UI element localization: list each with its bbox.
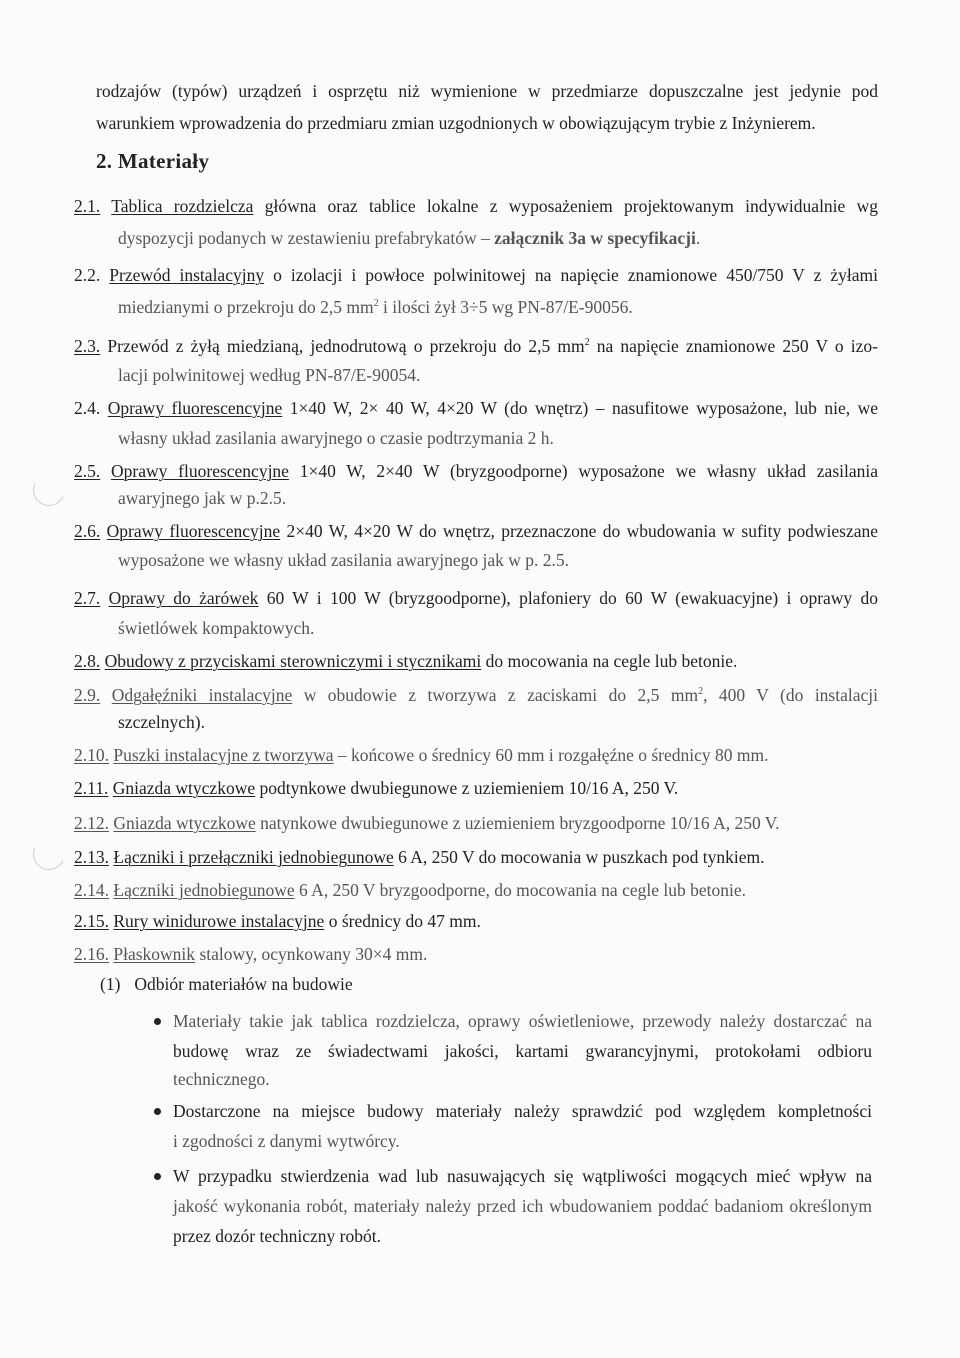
item-2-5-continuation: awaryjnego jak w p.2.5. — [118, 488, 287, 508]
item-2-9-continuation: szczelnych). — [118, 712, 205, 732]
item-2-3-continuation: lacji polwinitowej według PN-87/E-90054. — [118, 365, 421, 385]
item-2-16: 2.16. Płaskownik stalowy, ocynkowany 30×4 mm. — [74, 944, 428, 964]
item-2-2-continuation: miedzianymi o przekroju do 2,5 $mm^2$ i ilości żył 3÷5 wg PN-87/E-90056. — [118, 297, 633, 317]
item-2-10: 2.10. Puszki instalacyjne z tworzywa – końcowe o średnicy 60 mm i rozgałęźne o średnicy 80 mm. — [74, 745, 769, 765]
item-2-7: 2.7. Oprawy do żarówek 60 W i 100 W (bryzgoodporne), plafoniery do 60 W (ewakuacyjne) i oprawy do — [74, 588, 879, 608]
bullet-dot — [154, 1018, 161, 1025]
item-2-6-continuation: wyposażone we własny układ zasilania awaryjnego jak w p. 2.5. — [118, 550, 569, 570]
bullet-text-line: jakość wykonania robót, materiały należy przed ich wbudowaniem poddać badaniom określonym — [173, 1196, 872, 1216]
item-2-1: 2.1. Tablica rozdzielcza główna oraz tablice lokalne z wyposażeniem projektowanym indywidualnie wg — [74, 196, 878, 216]
bullet-text-line: W przypadku stwierdzenia wad lub nasuwających się wątpliwości mogących mieć wpływ na — [173, 1166, 872, 1186]
intro-line: warunkiem wprowadzenia do przedmiaru zmian uzgodnionych w obowiązującym trybie z Inżynierem. — [96, 113, 816, 133]
item-2-7-continuation: świetlówek kompaktowych. — [118, 618, 315, 638]
item-2-4: 2.4. Oprawy fluorescencyjne 1×40 W, 2× 40 W, 4×20 W (do wnętrz) – nasufitowe wyposażone, lub nie, we — [74, 398, 878, 418]
subsection-heading: (1) Odbiór materiałów na budowie — [100, 974, 353, 994]
item-2-12: 2.12. Gniazda wtyczkowe natynkowe dwubiegunowe z uziemieniem bryzgoodporne 10/16 A, 250 V. — [74, 813, 780, 833]
punch-hole-mark — [28, 833, 69, 874]
bullet-text-line: technicznego. — [173, 1069, 270, 1089]
item-2-5: 2.5. Oprawy fluorescencyjne 1×40 W, 2×40 W (bryzgoodporne) wyposażone we własny układ zasilania — [74, 461, 878, 481]
item-2-3: 2.3. Przewód z żyłą miedzianą, jednodrutową o przekroju do 2,5 $mm^2$ na napięcie znamionowe 250 V o izo- — [74, 336, 879, 356]
item-2-2: 2.2. Przewód instalacyjny o izolacji i powłoce polwinitowej na napięcie znamionowe 450/750 V z żyłami — [74, 265, 878, 285]
item-2-14: 2.14. Łączniki jednobiegunowe 6 A, 250 V bryzgoodporne, do mocowania na cegle lub betonie. — [74, 880, 746, 900]
bullet-text-line: i zgodności z danymi wytwórcy. — [173, 1131, 400, 1151]
bullet-text-line: Materiały takie jak tablica rozdzielcza, oprawy oświetleniowe, przewody należy dostarczać na — [173, 1011, 872, 1031]
section-heading: 2. Materiały — [96, 149, 210, 173]
intro-line: rodzajów (typów) urządzeń i osprzętu niż wymienione w przedmiarze dopuszczalne jest jedynie pod — [96, 81, 878, 101]
item-2-11: 2.11. Gniazda wtyczkowe podtynkowe dwubiegunowe z uziemieniem 10/16 A, 250 V. — [74, 778, 679, 798]
bullet-text-line: Dostarczone na miejsce budowy materiały należy sprawdzić pod względem kompletności — [173, 1101, 872, 1121]
bullet-text-line: przez dozór techniczny robót. — [173, 1226, 381, 1246]
bullet-dot — [154, 1108, 161, 1115]
bullet-text-line: budowę wraz ze świadectwami jakości, kartami gwarancyjnymi, protokołami odbioru — [173, 1041, 872, 1061]
item-2-9: 2.9. Odgałęźniki instalacyjne w obudowie z tworzywa z zaciskami do 2,5 $mm^2$, 400 V (do instalacji — [74, 685, 878, 705]
item-2-4-continuation: własny układ zasilania awaryjnego o czasie podtrzymania 2 h. — [118, 428, 554, 448]
item-2-8: 2.8. Obudowy z przyciskami sterowniczymi i stycznikami do mocowania na cegle lub betonie. — [74, 651, 738, 671]
item-2-15: 2.15. Rury winidurowe instalacyjne o średnicy do 47 mm. — [74, 911, 481, 931]
item-2-13: 2.13. Łączniki i przełączniki jednobiegunowe 6 A, 250 V do mocowania w puszkach pod tynkiem. — [74, 847, 765, 867]
item-2-6: 2.6. Oprawy fluorescencyjne 2×40 W, 4×20 W do wnętrz, przeznaczone do wbudowania w sufity podwieszane — [74, 521, 878, 541]
bullet-dot — [154, 1173, 161, 1180]
item-2-1-continuation: dyspozycji podanych w zestawieniu prefabrykatów – załącznik 3a w specyfikacji. — [118, 228, 701, 248]
punch-hole-mark — [28, 469, 69, 510]
